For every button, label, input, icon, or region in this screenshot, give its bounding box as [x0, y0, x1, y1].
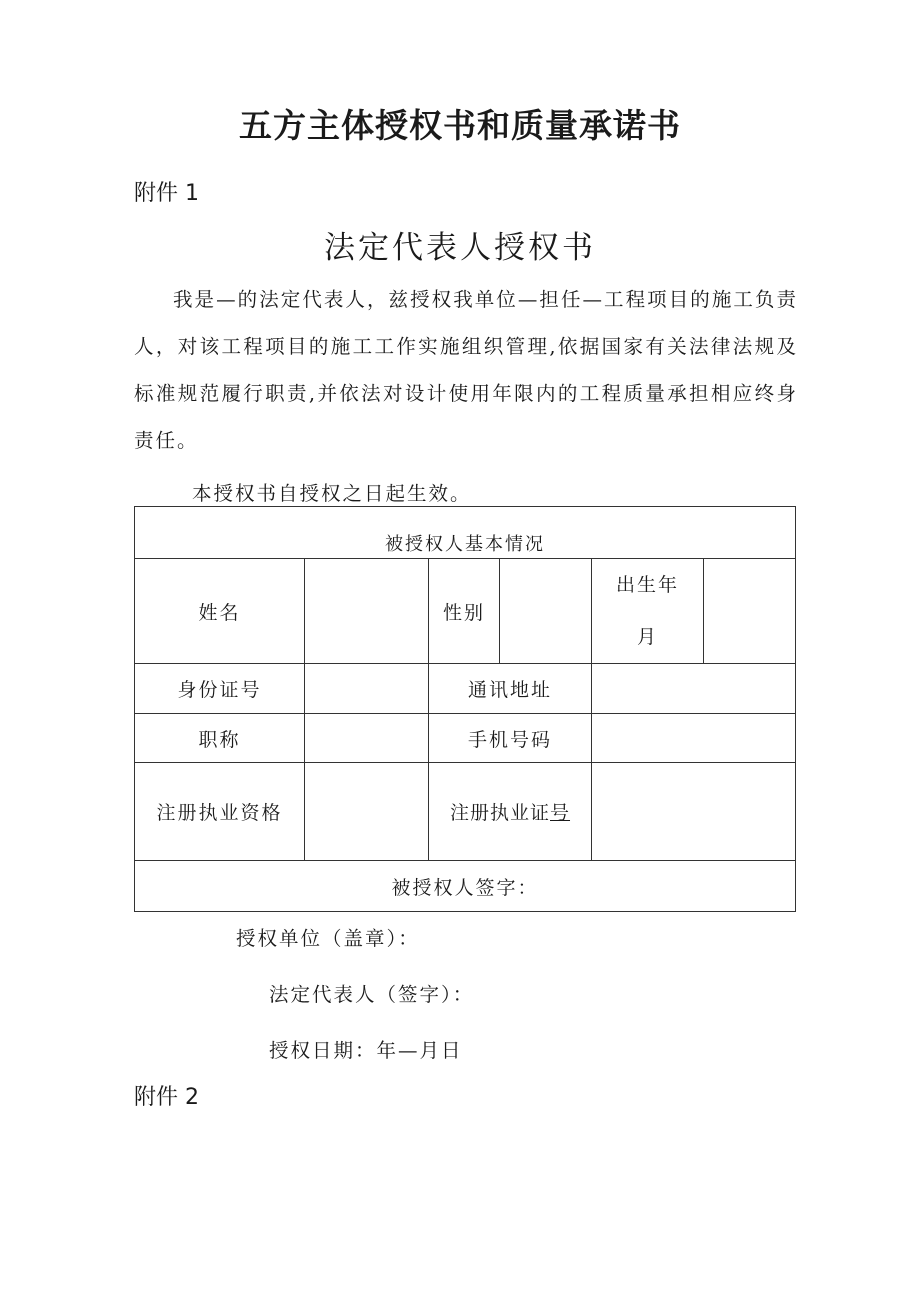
- authorized-person-table: [134, 506, 796, 912]
- cert-label: [429, 763, 592, 861]
- address-label: 通讯地址: [429, 664, 592, 714]
- attachment-1-label: 附件 1: [134, 181, 199, 206]
- name-value-cell[interactable]: [305, 559, 429, 664]
- title-value-cell[interactable]: [305, 714, 429, 763]
- table-row: [135, 664, 796, 714]
- table-row: [135, 861, 796, 912]
- attachment-2-label: 附件 2: [134, 1085, 199, 1110]
- address-value-cell[interactable]: [592, 664, 796, 714]
- authorizing-unit-line: 授权单位（盖章）：: [236, 927, 420, 950]
- signature-cell[interactable]: 被授权人签字：: [135, 861, 796, 912]
- name-label: 姓名: [135, 559, 305, 664]
- legal-rep-signature-line: 法定代表人（签字）：: [269, 983, 475, 1006]
- phone-value-cell[interactable]: [592, 714, 796, 763]
- section-title: 法定代表人授权书: [324, 230, 596, 266]
- gender-value-cell[interactable]: [500, 559, 592, 664]
- table-header-row: [135, 507, 796, 559]
- table-row: [135, 763, 796, 861]
- authorization-paragraph: 我是—的法定代表人，兹授权我单位—担任—工程项目的施工负责人，对该工程项目的施工工作实施组织管理,依据国家有关法律法规及标准规范履行职责,并依法对设计使用年限内的工程质量承担相应终身责任。: [134, 288, 798, 452]
- title-label: 职称: [135, 714, 305, 763]
- cert-label-tail: 号: [550, 802, 571, 824]
- id-label: 身份证号: [135, 664, 305, 714]
- table-row: [135, 714, 796, 763]
- effective-note: 本授权书自授权之日起生效。: [192, 482, 472, 505]
- qualification-label: 注册执业资格: [135, 763, 305, 861]
- cert-label-main: 注册执业证: [449, 802, 550, 824]
- birth-label-line2: 月: [636, 626, 658, 648]
- birth-label-line1: 出生年: [615, 574, 679, 596]
- cert-value-cell[interactable]: [592, 763, 796, 861]
- birth-value-cell[interactable]: [704, 559, 796, 664]
- table-row: [135, 559, 796, 664]
- authorization-date-line: 授权日期：年—月日: [269, 1039, 463, 1062]
- birth-label: [592, 559, 704, 664]
- id-value-cell[interactable]: [305, 664, 429, 714]
- qualification-value-cell[interactable]: [305, 763, 429, 861]
- phone-label: 手机号码: [429, 714, 592, 763]
- document-title: 五方主体授权书和质量承诺书: [239, 106, 681, 145]
- table-header: 被授权人基本情况: [135, 507, 796, 559]
- gender-label: 性别: [429, 559, 500, 664]
